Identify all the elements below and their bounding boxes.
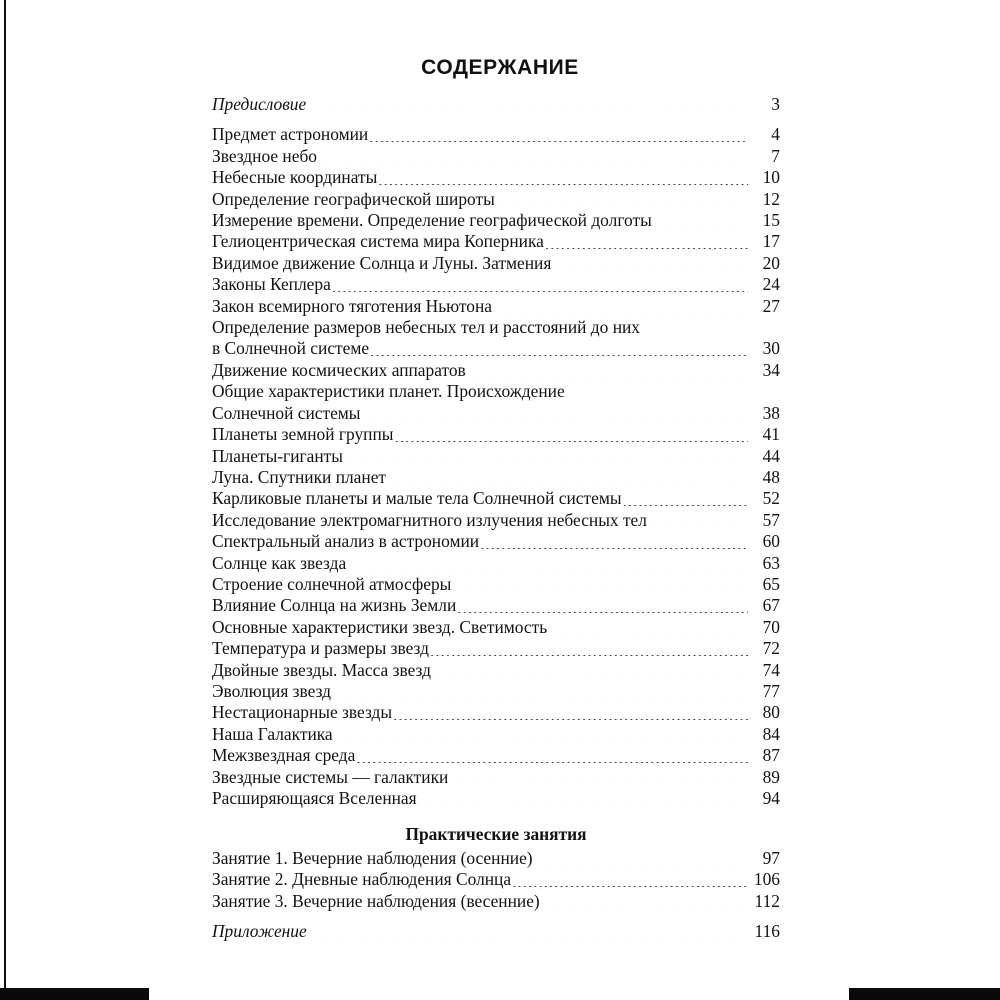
toc-entry-label: Определение географической широты [212, 188, 495, 209]
toc-entry[interactable] [212, 488, 780, 509]
toc-entry-page: 80 [762, 702, 780, 723]
dotted-leader [307, 110, 748, 111]
dotted-leader [623, 505, 748, 506]
page-edge-bottom-right [849, 988, 1000, 1000]
toc-entry-page: 10 [762, 167, 780, 188]
dotted-leader [394, 441, 748, 442]
dotted-leader [370, 355, 748, 356]
table-of-contents [212, 94, 780, 942]
dotted-leader [548, 633, 748, 634]
toc-entry-page: 112 [754, 890, 780, 911]
dotted-leader [378, 184, 748, 185]
toc-entry[interactable] [212, 274, 780, 295]
toc-entry-label: Небесные координаты [212, 167, 378, 188]
toc-entry-page: 20 [762, 252, 780, 273]
toc-entry-page: 116 [754, 921, 780, 942]
toc-entry[interactable] [212, 231, 780, 252]
toc-entry-label: Гелиоцентрическая система мира Коперника [212, 231, 544, 252]
toc-entry-first-line: Определение размеров небесных тел и расстояний до них [212, 317, 641, 338]
toc-entry-label: Расширяющаяся Вселенная [212, 788, 417, 808]
toc-entry-page: 27 [762, 295, 780, 316]
toc-entry[interactable] [212, 660, 780, 681]
dotted-leader [344, 462, 748, 463]
dotted-leader [449, 783, 748, 784]
toc-entry-page: 44 [762, 445, 780, 466]
toc-entry-page: 4 [771, 124, 780, 145]
toc-entry[interactable] [212, 167, 780, 188]
toc-entry-page: 60 [762, 531, 780, 552]
toc-entry[interactable] [212, 638, 780, 659]
dotted-leader [512, 886, 748, 887]
dotted-leader [480, 548, 748, 549]
toc-entry-page: 52 [762, 488, 780, 509]
toc-entry-label: Закон всемирного тяготения Ньютона [212, 295, 493, 316]
dotted-leader [467, 376, 748, 377]
toc-entry-label: Приложение [212, 921, 307, 942]
toc-entry[interactable] [212, 702, 780, 723]
dotted-leader [496, 205, 748, 206]
dotted-leader [318, 162, 748, 163]
toc-entry-label: Занятие 1. Вечерние наблюдения (осенние) [212, 847, 533, 868]
toc-entry-first-line: Общие характеристики планет. Происхождение [212, 381, 565, 402]
toc-entry-page: 65 [762, 573, 780, 594]
toc-entry-label: Солнце как звезда [212, 552, 347, 573]
toc-entry-page: 106 [753, 869, 780, 890]
toc-entry-label: Звездные системы — галактики [212, 766, 449, 787]
toc-entry[interactable] [212, 553, 780, 574]
dotted-leader [418, 804, 748, 805]
toc-entry[interactable] [212, 869, 780, 890]
toc-entry-label: Планеты-гиганты [212, 445, 343, 466]
toc-entry-page: 15 [762, 210, 780, 231]
toc-entry-label: Температура и размеры звезд [212, 638, 429, 659]
toc-entry[interactable] [212, 767, 780, 788]
spacer [212, 809, 780, 824]
toc-entry-page: 70 [762, 616, 780, 637]
toc-entry[interactable] [212, 745, 780, 766]
toc-entry[interactable] [212, 891, 780, 912]
toc-entry-label: Солнечной системы [212, 402, 361, 423]
dotted-leader [334, 740, 748, 741]
toc-entry[interactable] [212, 531, 780, 552]
toc-entry-label: Занятие 3. Вечерние наблюдения (весенние) [212, 890, 540, 911]
dotted-leader [534, 864, 748, 865]
toc-entry[interactable] [212, 446, 780, 467]
toc-entry-page: 38 [762, 402, 780, 423]
dotted-leader [493, 312, 748, 313]
toc-entry-page: 41 [762, 424, 780, 445]
toc-entry-label: Видимое движение Солнца и Луны. Затмения [212, 252, 552, 273]
section-heading-practical: Практические занятия [405, 824, 587, 845]
spacer [212, 115, 780, 124]
page-title: СОДЕРЖАНИЕ [421, 56, 579, 79]
toc-entry-page: 84 [762, 723, 780, 744]
toc-entry[interactable] [212, 360, 780, 381]
dotted-leader [332, 291, 748, 292]
toc-entry-label: Предмет астрономии [212, 124, 369, 145]
toc-entry-page: 48 [762, 466, 780, 487]
toc-entry-label: Предисловие [212, 94, 307, 114]
toc-entry[interactable] [212, 724, 780, 745]
toc-entry[interactable] [212, 124, 780, 145]
toc-entry-label: Наша Галактика [212, 723, 333, 744]
toc-entry-page: 89 [762, 766, 780, 787]
toc-entry-page: 67 [762, 595, 780, 616]
toc-entry[interactable] [212, 574, 780, 595]
toc-entry-label: Звездное небо [212, 145, 318, 166]
toc-entry-label: Влияние Солнца на жизнь Земли [212, 595, 457, 616]
dotted-leader [541, 907, 748, 908]
toc-entry-page: 24 [762, 274, 780, 295]
toc-entry-label: Нестационарные звезды [212, 702, 393, 723]
toc-entry[interactable] [212, 253, 780, 274]
toc-entry-label: Двойные звезды. Масса звезд [212, 659, 431, 680]
toc-entry[interactable] [212, 296, 780, 317]
toc-entry-page: 63 [762, 552, 780, 573]
toc-entry[interactable] [212, 617, 780, 638]
dotted-leader [545, 248, 748, 249]
toc-entry-label: Исследование электромагнитного излучения небесных тел [212, 509, 647, 530]
toc-entry-label: Основные характеристики звезд. Светимость [212, 616, 548, 637]
toc-entry[interactable] [212, 467, 780, 488]
toc-entry[interactable] [212, 210, 780, 231]
page-edge-bottom-left [0, 988, 149, 1000]
toc-entry-label: в Солнечной системе [212, 338, 370, 359]
toc-entry[interactable] [212, 595, 780, 616]
page-edge-left [4, 0, 6, 992]
toc-entry-label: Межзвездная среда [212, 745, 356, 766]
toc-entry-label: Луна. Спутники планет [212, 466, 387, 487]
dotted-leader [362, 419, 749, 420]
toc-entry[interactable] [212, 403, 780, 424]
toc-entry-page: 12 [762, 188, 780, 209]
dotted-leader [432, 676, 748, 677]
toc-entry-page: 72 [762, 638, 780, 659]
spacer [212, 912, 780, 921]
toc-entry-label: Строение солнечной атмосферы [212, 573, 452, 594]
toc-practical-list [212, 848, 780, 912]
toc-entry-page: 97 [762, 847, 780, 868]
toc-entry-page: 34 [762, 359, 780, 380]
toc-entry-preface[interactable] [212, 94, 780, 115]
dotted-leader [332, 697, 748, 698]
toc-entry[interactable] [212, 189, 780, 210]
dotted-leader [356, 762, 748, 763]
toc-entry[interactable] [212, 788, 780, 809]
toc-entry[interactable] [212, 146, 780, 167]
toc-entry-label: Планеты земной группы [212, 424, 394, 445]
toc-entry-label: Эволюция звезд [212, 680, 331, 701]
dotted-leader [430, 655, 748, 656]
toc-entry-label: Законы Кеплера [212, 274, 331, 295]
toc-entry[interactable] [212, 424, 780, 445]
toc-entry-page: 30 [762, 338, 780, 359]
toc-entry-page: 94 [762, 788, 780, 808]
dotted-leader [653, 226, 748, 227]
toc-entry-label: Занятие 2. Дневные наблюдения Солнца [212, 869, 512, 890]
dotted-leader [387, 483, 748, 484]
toc-entry-label: Карликовые планеты и малые тела Солнечной системы [212, 488, 622, 509]
toc-entry-label: Спектральный анализ в астрономии [212, 531, 480, 552]
dotted-leader [552, 269, 748, 270]
dotted-leader [648, 526, 748, 527]
dotted-leader [347, 569, 748, 570]
toc-entry[interactable] [212, 338, 780, 359]
toc-entry-page: 17 [762, 231, 780, 252]
toc-entry-page: 87 [762, 745, 780, 766]
toc-entry-label: Движение космических аппаратов [212, 359, 466, 380]
toc-entry-page: 7 [771, 145, 780, 166]
toc-entry-page: 3 [771, 94, 780, 114]
dotted-leader [452, 590, 748, 591]
toc-entry-label: Измерение времени. Определение географической долготы [212, 210, 652, 231]
dotted-leader [393, 719, 748, 720]
dotted-leader [308, 937, 748, 938]
toc-entry-page: 77 [762, 680, 780, 701]
toc-entry-page: 74 [762, 659, 780, 680]
toc-entry-list [212, 124, 780, 809]
toc-entry[interactable] [212, 510, 780, 531]
dotted-leader [369, 141, 748, 142]
toc-entry-appendix[interactable] [212, 921, 780, 942]
toc-entry-page: 57 [762, 509, 780, 530]
toc-entry[interactable] [212, 681, 780, 702]
toc-entry[interactable] [212, 848, 780, 869]
dotted-leader [457, 612, 748, 613]
